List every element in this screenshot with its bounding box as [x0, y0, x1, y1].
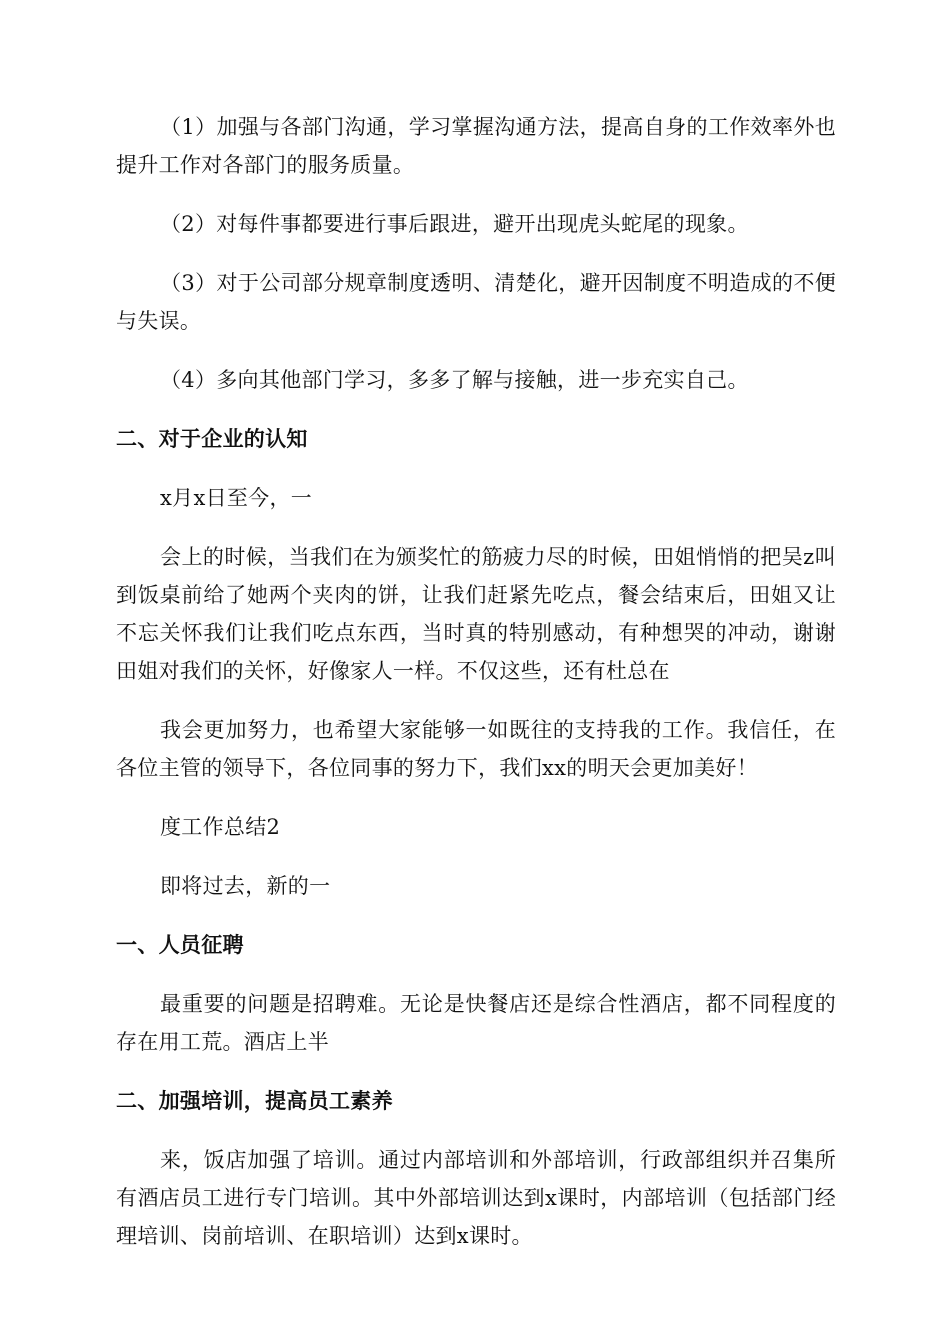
- paragraph-learn-from-departments: （4）多向其他部门学习，多多了解与接触，进一步充实自己。: [160, 368, 749, 392]
- paragraph-commitment: 我会更加努力，也希望大家能够一如既往的支持我的工作。我信任，在各位主管的领导下，各位同事的努力下，我们xx的明天会更加美好！: [116, 718, 836, 780]
- paragraph-new-year: 即将过去，新的一: [160, 874, 331, 898]
- paragraph-gratitude: 会上的时候，当我们在为颁奖忙的筋疲力尽的时候，田姐悄悄的把吴z叫到饭桌前给了她两个夹肉的饼，让我们赶紧先吃点，餐会结束后，田姐又让不忘关怀我们让我们吃点东西，当时真的特别感动，有种想哭的冲动，谢谢田姐对我们的关怀，好像家人一样。不仅这些，还有杜总在: [116, 545, 836, 683]
- paragraph-communication: （1）加强与各部门沟通，学习掌握沟通方法，提高自身的工作效率外也提升工作对各部门的服务质量。: [116, 115, 836, 177]
- heading-enterprise-cognition: 二、对于企业的认知: [116, 427, 308, 451]
- paragraph-rules-transparency: （3）对于公司部分规章制度透明、清楚化，避开因制度不明造成的不便与失误。: [116, 271, 836, 333]
- document-page: [116, 108, 836, 1276]
- paragraph-summary-title: 度工作总结2: [160, 815, 281, 839]
- heading-training: 二、加强培训，提高员工素养: [116, 1089, 393, 1113]
- heading-recruitment: 一、人员征聘: [116, 933, 244, 957]
- paragraph-training: 来，饭店加强了培训。通过内部培训和外部培训，行政部组织并召集所有酒店员工进行专门培训。其中外部培训达到x课时，内部培训（包括部门经理培训、岗前培训、在职培训）达到x课时。: [116, 1148, 836, 1248]
- paragraph-date-intro: x月x日至今，一: [160, 486, 313, 510]
- paragraph-recruitment: 最重要的问题是招聘难。无论是快餐店还是综合性酒店，都不同程度的存在用工荒。酒店上半: [116, 992, 836, 1054]
- paragraph-follow-up: （2）对每件事都要进行事后跟进，避开出现虎头蛇尾的现象。: [160, 212, 749, 236]
